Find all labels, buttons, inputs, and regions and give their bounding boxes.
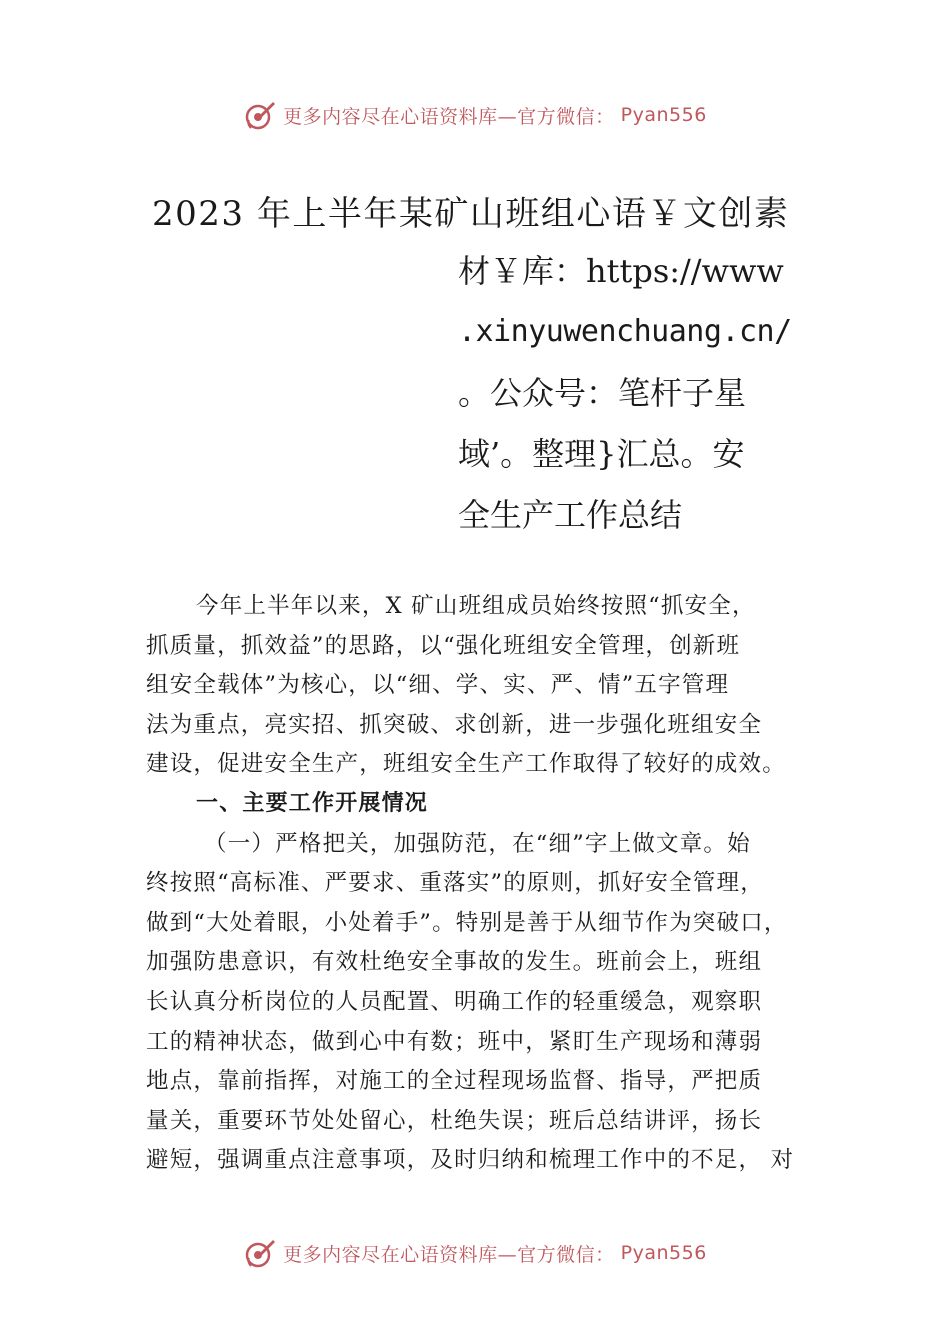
paragraph-line: 工的精神状态，做到心中有数；班中，紧盯生产现场和薄弱: [146, 1028, 763, 1055]
paragraph-line: 量关，重要环节处处留心，杜绝失误；班后总结讲评，扬长: [146, 1107, 763, 1134]
footer-watermark: [0, 1233, 950, 1273]
title-line-text: 材￥库：https://www: [458, 252, 784, 290]
title-line: .xinyuwenchuang.cn/: [458, 314, 792, 349]
paragraph-line: 法为重点，亮实招、抓突破、求创新，进一步强化班组安全: [146, 711, 763, 738]
paragraph-line: 抓质量，抓效益”的思路，以“强化班组安全管理，创新班: [146, 632, 741, 659]
paragraph-line: 加强防患意识，有效杜绝安全事故的发生。班前会上，班组: [146, 949, 763, 976]
document-title-line-1: 2023 年上半年某矿山班组心语￥文创素: [152, 194, 790, 234]
title-line: 全生产工作总结: [458, 496, 683, 534]
paragraph-line: 今年上半年以来，X 矿山班组成员始终按照“抓安全，: [196, 593, 756, 619]
watermark-text: 更多内容尽在心语资料库—官方微信：: [283, 1243, 615, 1266]
section-heading: 一、主要工作开展情况: [196, 790, 429, 816]
paragraph-line: 终按照“高标准、严要求、重落实”的原则，抓好安全管理，: [146, 870, 764, 897]
document-body: [146, 590, 826, 1184]
paragraph-line: 组安全载体”为核心，以“细、学、实、严、情”五字管理: [146, 672, 730, 699]
watermark-text: 更多内容尽在心语资料库—官方微信：: [283, 105, 615, 128]
paragraph-line: 建设，促进安全生产，班组安全生产工作取得了较好的成效。: [146, 751, 786, 778]
document-title-continuation: [458, 250, 798, 555]
paragraph-line: 长认真分析岗位的人员配置、明确工作的轻重缓急，观察职: [146, 988, 763, 1015]
header-watermark: [0, 95, 950, 135]
paragraph-line: 地点，靠前指挥，对施工的全过程现场监督、指导，严把质: [146, 1068, 763, 1095]
watermark-wechat-id: Pyan556: [620, 1242, 707, 1264]
title-line: [458, 250, 798, 311]
paragraph-line: 避短，强调重点注意事项，及时归纳和梳理工作中的不足， 对: [146, 1147, 795, 1174]
paragraph-line: （一）严格把关，加强防范，在“细”字上做文章。始: [204, 830, 751, 857]
title-line: 。公众号：笔杆子星: [458, 374, 747, 412]
pen-logo-icon: [243, 1236, 277, 1270]
pen-logo-icon: [243, 98, 277, 132]
watermark-wechat-id: Pyan556: [620, 104, 707, 126]
paragraph-line: 做到“大处着眼，小处着手”。特别是善于从细节作为突破口，: [146, 909, 788, 936]
title-line: 域’。整理}汇总。安: [458, 435, 745, 473]
